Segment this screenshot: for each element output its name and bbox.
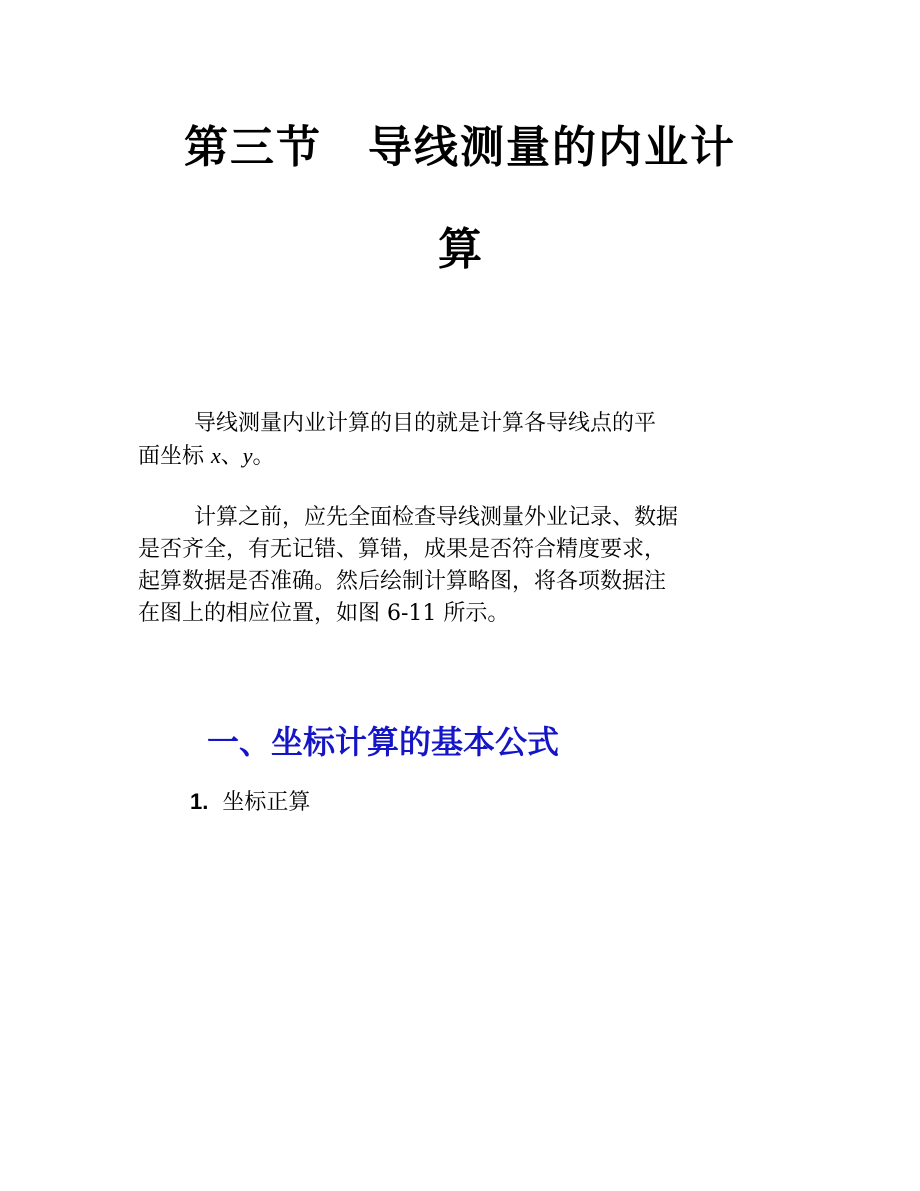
variable-separator: 、: [220, 444, 243, 469]
variable-y: y: [242, 443, 253, 468]
page-title-line-2: 算: [438, 224, 482, 275]
variable-x: x: [211, 443, 221, 468]
subsection-heading: [190, 786, 310, 819]
intro-line-2: [138, 440, 790, 473]
subsection-number: 1.: [190, 789, 209, 814]
intro-line-2-prefix: 面坐标: [138, 444, 211, 469]
intro-line-2-end: 。: [252, 444, 275, 469]
preparation-line-1: 计算之前，应先全面检查导线测量外业记录、数据: [194, 505, 679, 530]
subsection-label: 坐标正算: [222, 790, 311, 815]
preparation-line-4: 在图上的相应位置，如图 6-11 所示。: [138, 601, 510, 626]
intro-paragraph: [138, 408, 790, 473]
section-heading: 一、坐标计算的基本公式: [207, 723, 560, 761]
preparation-line-3: 起算数据是否准确。然后绘制计算略图，将各项数据注: [138, 569, 667, 594]
intro-line-1: 导线测量内业计算的目的就是计算各导线点的平: [194, 411, 657, 436]
page-title-line-1: 第三节 导线测量的内业计: [184, 122, 736, 173]
preparation-paragraph: [138, 502, 790, 630]
preparation-line-2: 是否齐全，有无记错、算错，成果是否符合精度要求，: [138, 537, 667, 562]
